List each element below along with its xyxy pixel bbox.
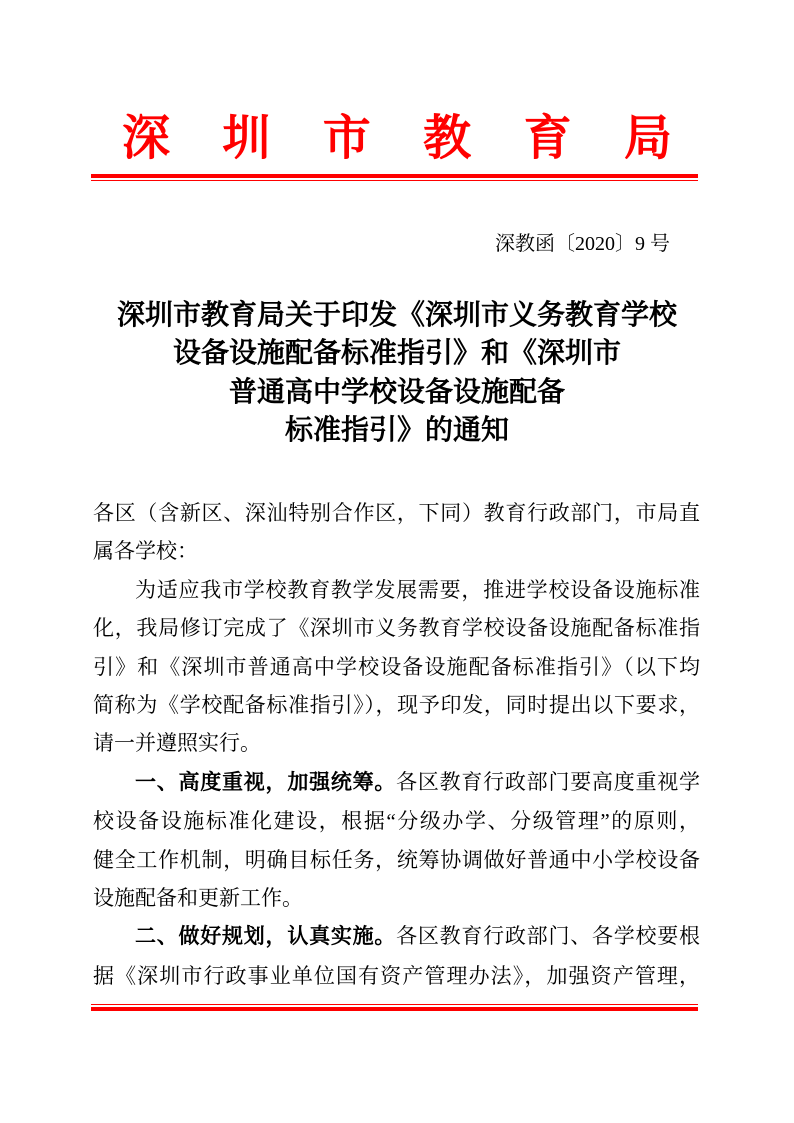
body-line: 各区（含新区、深汕特别合作区，下同）教育行政部门，市局直 bbox=[93, 501, 700, 525]
footer-separator-line bbox=[91, 1004, 698, 1011]
agency-char: 教 bbox=[423, 112, 472, 165]
title-line: 标准指引》的通知 bbox=[284, 414, 509, 446]
body-text: 各区教育行政部门、各学校要根 bbox=[396, 924, 701, 949]
body-text: 各区教育行政部门要高度重视学 bbox=[396, 769, 701, 794]
body-line: 请一并遵照实行。 bbox=[93, 731, 261, 756]
header-separator-line bbox=[91, 174, 698, 181]
body-line: 校设备设施标准化建设，根据“分级办学、分级管理”的原则， bbox=[93, 809, 700, 834]
title-line: 深圳市教育局关于印发《深圳市义务教育学校 bbox=[116, 300, 677, 331]
agency-char: 深 bbox=[122, 112, 171, 165]
title-line: 普通高中学校设备设施配备 bbox=[228, 376, 565, 408]
body-line: 设施配备和更新工作。 bbox=[93, 886, 303, 911]
agency-char: 局 bbox=[623, 112, 672, 165]
section-heading: 一、高度重视，加强统筹。 bbox=[135, 770, 397, 794]
agency-char: 育 bbox=[523, 112, 572, 165]
body-line bbox=[93, 917, 700, 956]
doc-number: 深教函〔2020〕9 号 bbox=[495, 233, 670, 255]
body-line: 属各学校： bbox=[93, 539, 198, 564]
body-line: 引》和《深圳市普通高中学校设备设施配备标准指引》（以下均 bbox=[93, 654, 700, 679]
agency-char: 圳 bbox=[222, 112, 271, 165]
agency-letterhead bbox=[122, 112, 672, 166]
body-line: 化，我局修订完成了《深圳市义务教育学校设备设施配备标准指 bbox=[93, 616, 700, 641]
body-line: 健全工作机制，明确目标任务，统筹协调做好普通中小学校设备 bbox=[93, 847, 700, 872]
body-line bbox=[93, 763, 700, 802]
document-body bbox=[93, 494, 700, 995]
agency-char: 市 bbox=[322, 112, 371, 165]
document-title bbox=[94, 297, 700, 450]
body-line: 据《深圳市行政事业单位国有资产管理办法》，加强资产管理， bbox=[93, 963, 700, 988]
title-line: 设备设施配备标准指引》和《深圳市 bbox=[172, 338, 621, 370]
section-heading: 二、做好规划，认真实施。 bbox=[135, 925, 397, 949]
body-line: 简称为《学校配备标准指引》），现予印发，同时提出以下要求， bbox=[93, 693, 700, 718]
body-line: 为适应我市学校教育教学发展需要，推进学校设备设施标准 bbox=[135, 577, 700, 602]
